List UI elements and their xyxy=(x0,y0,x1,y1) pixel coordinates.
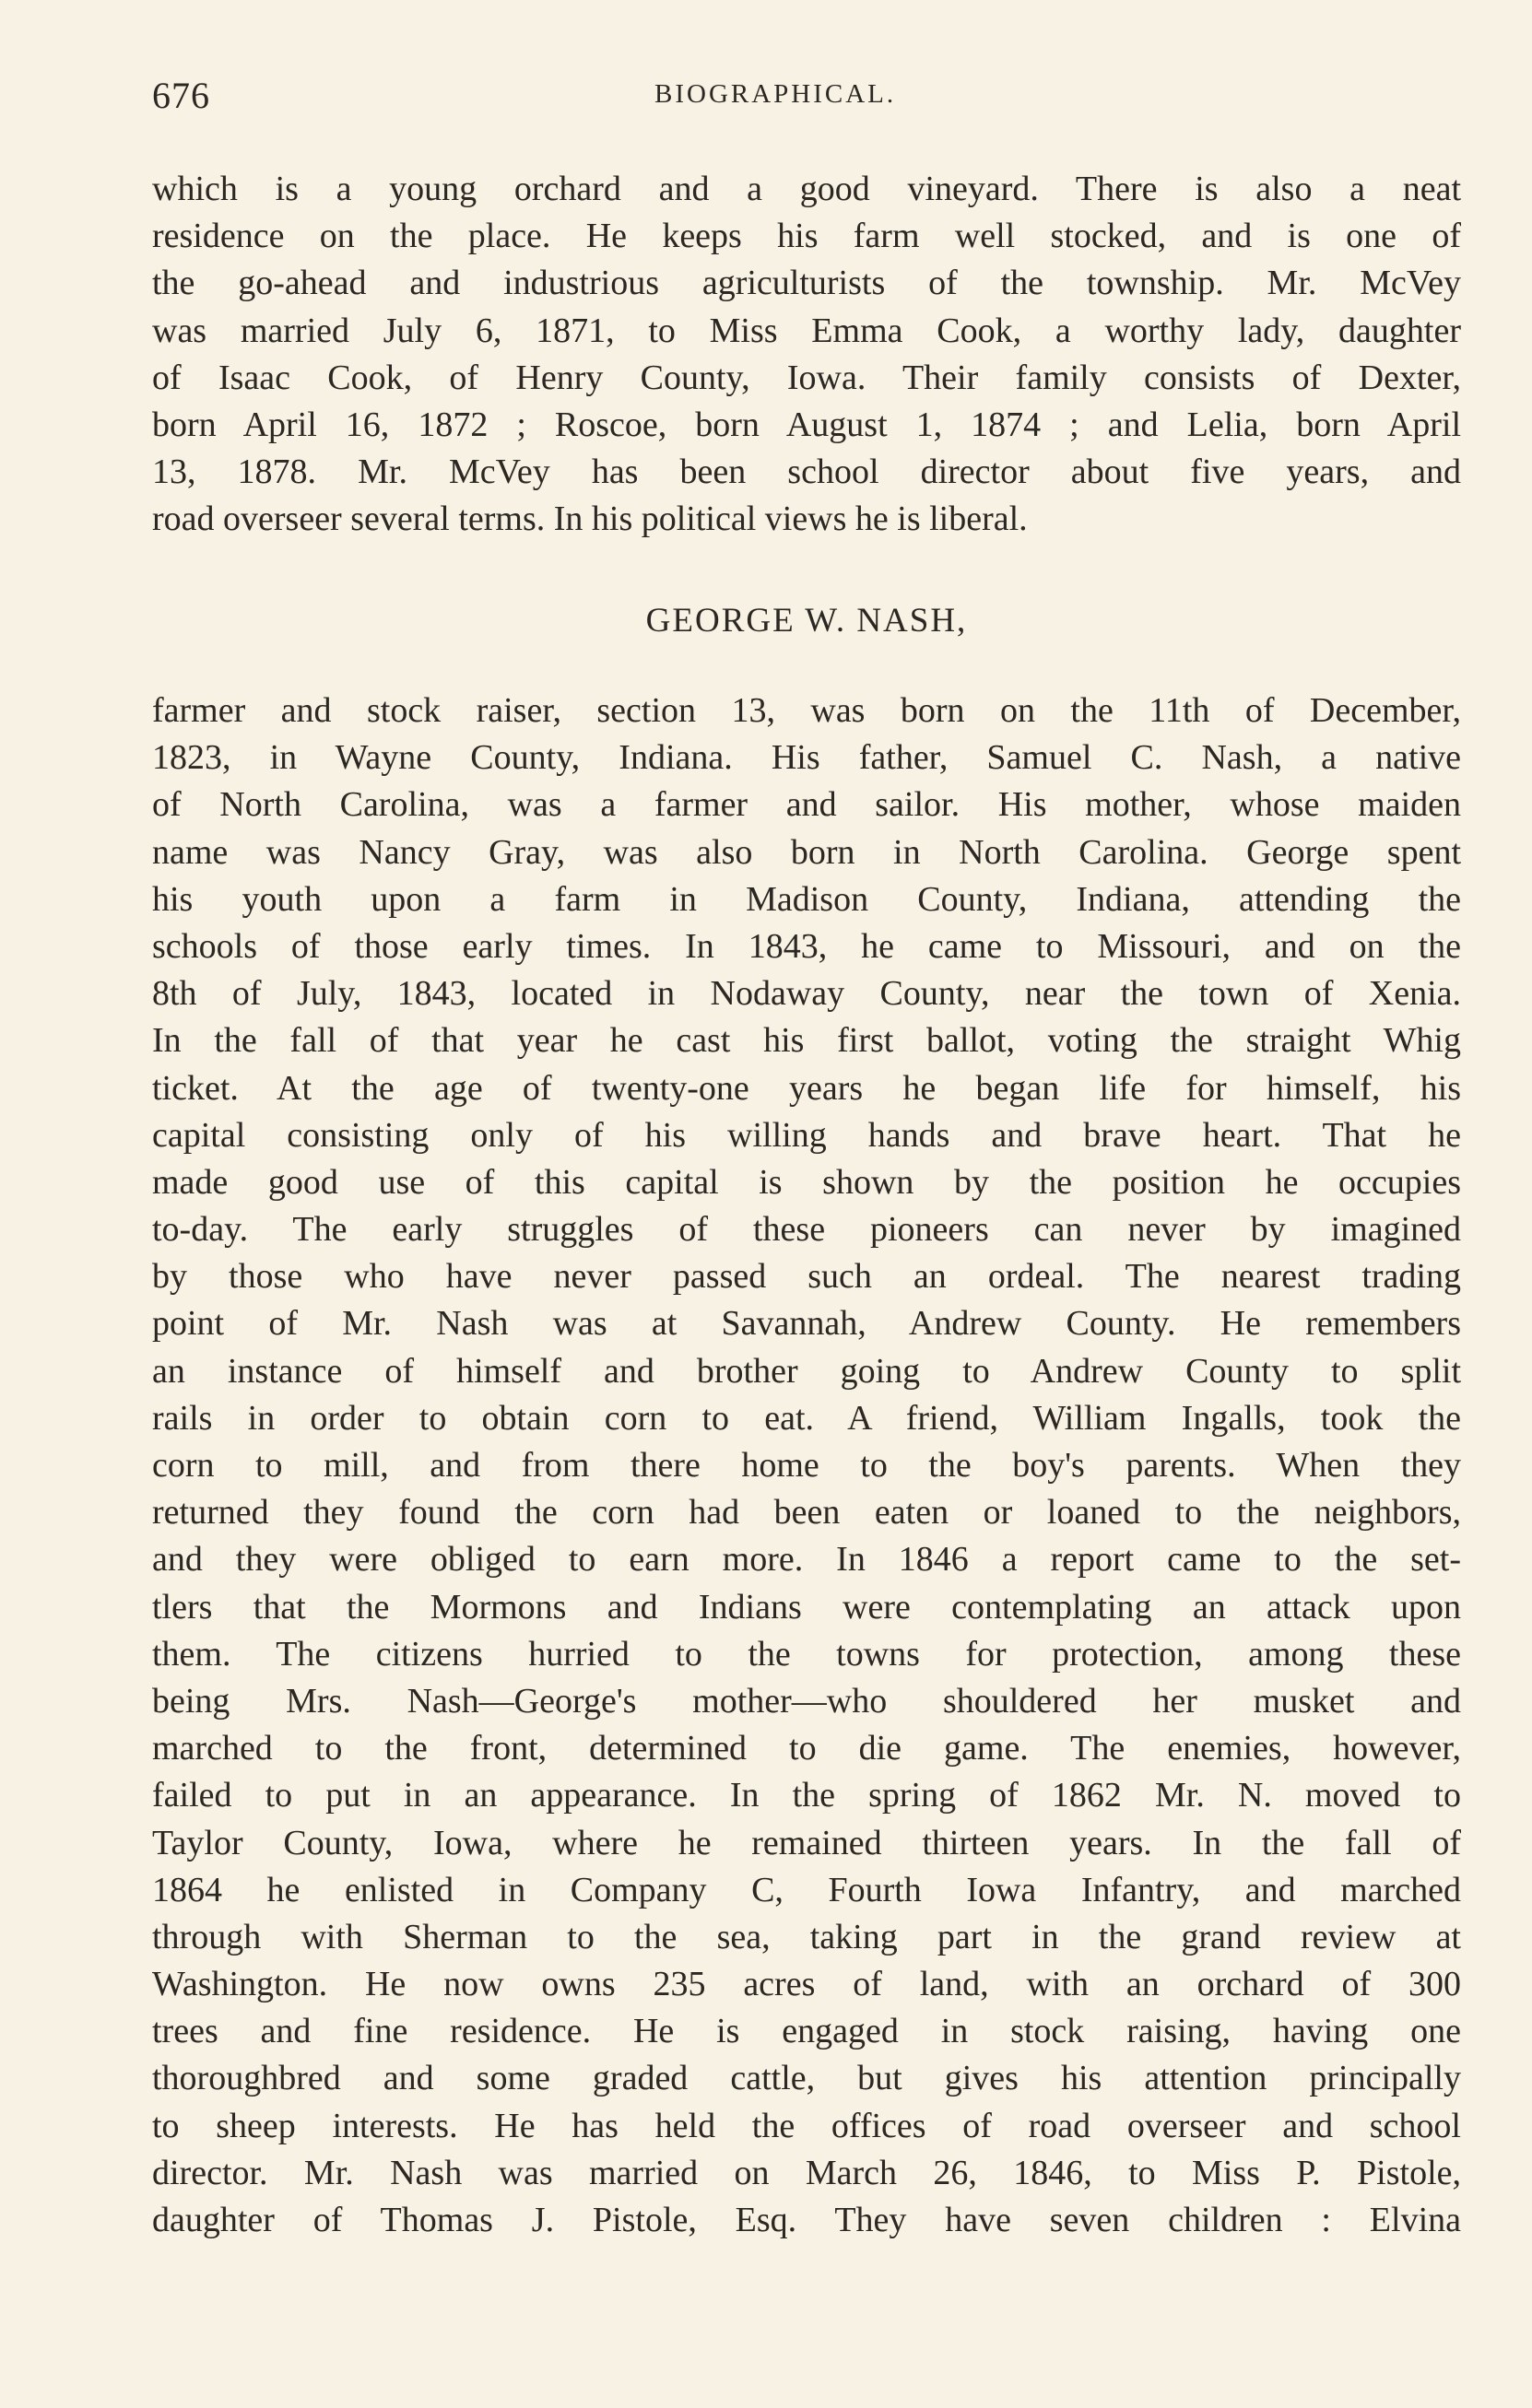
text-line: which is a young orchard and a good vineyard. There is also a neat xyxy=(152,170,1461,208)
page-header xyxy=(152,74,1461,129)
text-line: point of Mr. Nash was at Savannah, Andrew County. He remembers xyxy=(152,1304,1461,1344)
text-line: trees and fine residence. He is engaged in stock raising, having one xyxy=(152,2012,1461,2051)
text-line: capital consisting only of his willing hands and brave heart. That he xyxy=(152,1115,1461,1155)
text-line: to sheep interests. He has held the offices of road overseer and school xyxy=(152,2106,1461,2145)
text-line: ticket. At the age of twenty-one years he began life for himself, his xyxy=(152,1068,1461,1108)
text-line: the go-ahead and industrious agriculturists of the township. Mr. McVey xyxy=(152,264,1461,303)
section-heading: GEORGE W. NASH, xyxy=(645,602,968,640)
text-line: marched to the front, determined to die game. The enemies, however, xyxy=(152,1729,1461,1768)
text-line: made good use of this capital is shown by the position he occupies xyxy=(152,1162,1461,1202)
text-line: failed to put in an appearance. In the spring of 1862 Mr. N. moved to xyxy=(152,1776,1461,1815)
text-line: of North Carolina, was a farmer and sailor. His mother, whose maiden xyxy=(152,785,1461,825)
text-line: 13, 1878. Mr. McVey has been school director about five years, and xyxy=(152,452,1461,492)
text-line: daughter of Thomas J. Pistole, Esq. They have seven children : Elvina xyxy=(152,2201,1461,2239)
text-line: residence on the place. He keeps his farm well stocked, and is one of xyxy=(152,217,1461,256)
text-line: Taylor County, Iowa, where he remained thirteen years. In the fall of xyxy=(152,1823,1461,1862)
text-line: schools of those early times. In 1843, he came to Missouri, and on the xyxy=(152,926,1461,966)
text-line: born April 16, 1872 ; Roscoe, born August 1, 1874 ; and Lelia, born April xyxy=(152,405,1461,444)
text-line: to-day. The early struggles of these pioneers can never by imagined xyxy=(152,1210,1461,1250)
text-line: name was Nancy Gray, was also born in North Carolina. George spent xyxy=(152,832,1461,872)
text-line: returned they found the corn had been eaten or loaned to the neighbors, xyxy=(152,1493,1461,1533)
text-line: his youth upon a farm in Madison County, Indiana, attending the xyxy=(152,879,1461,919)
text-line: 1823, in Wayne County, Indiana. His father, Samuel C. Nash, a native xyxy=(152,738,1461,778)
text-line: corn to mill, and from there home to the boy's parents. When they xyxy=(152,1446,1461,1485)
text-line: rails in order to obtain corn to eat. A friend, William Ingalls, took the xyxy=(152,1398,1461,1438)
paragraph-nash xyxy=(152,687,1461,2244)
text-line: them. The citizens hurried to the towns for protection, among these xyxy=(152,1634,1461,1674)
text-line: was married July 6, 1871, to Miss Emma Cook, a worthy lady, daughter xyxy=(152,311,1461,350)
text-line: through with Sherman to the sea, taking part in the grand review at xyxy=(152,1917,1461,1956)
page-number: 676 xyxy=(152,75,210,116)
text-line: road overseer several terms. In his political views he is liberal. xyxy=(152,499,1028,539)
text-line: of Isaac Cook, of Henry County, Iowa. Their family consists of Dexter, xyxy=(152,358,1461,397)
text-line: thoroughbred and some graded cattle, but gives his attention principally xyxy=(152,2059,1461,2098)
text-line: tlers that the Mormons and Indians were contemplating an attack upon xyxy=(152,1587,1461,1627)
text-line: and they were obliged to earn more. In 1846 a report came to the set- xyxy=(152,1540,1461,1580)
paragraph-mcvey xyxy=(152,166,1461,544)
text-line: being Mrs. Nash—George's mother—who shouldered her musket and xyxy=(152,1681,1461,1721)
text-line: director. Mr. Nash was married on March 26, 1846, to Miss P. Pistole, xyxy=(152,2153,1461,2192)
text-line: an instance of himself and brother going to Andrew County to split xyxy=(152,1351,1461,1391)
text-line: In the fall of that year he cast his first ballot, voting the straight Whig xyxy=(152,1021,1461,1061)
text-line: by those who have never passed such an ordeal. The nearest trading xyxy=(152,1257,1461,1297)
text-line: Washington. He now owns 235 acres of land, with an orchard of 300 xyxy=(152,1965,1461,2004)
text-line: 8th of July, 1843, located in Nodaway County, near the town of Xenia. xyxy=(152,974,1461,1014)
text-line: 1864 he enlisted in Company C, Fourth Iowa Infantry, and marched xyxy=(152,1870,1461,1909)
running-head: BIOGRAPHICAL. xyxy=(654,79,897,109)
text-line: farmer and stock raiser, section 13, was born on the 11th of December, xyxy=(152,691,1461,730)
